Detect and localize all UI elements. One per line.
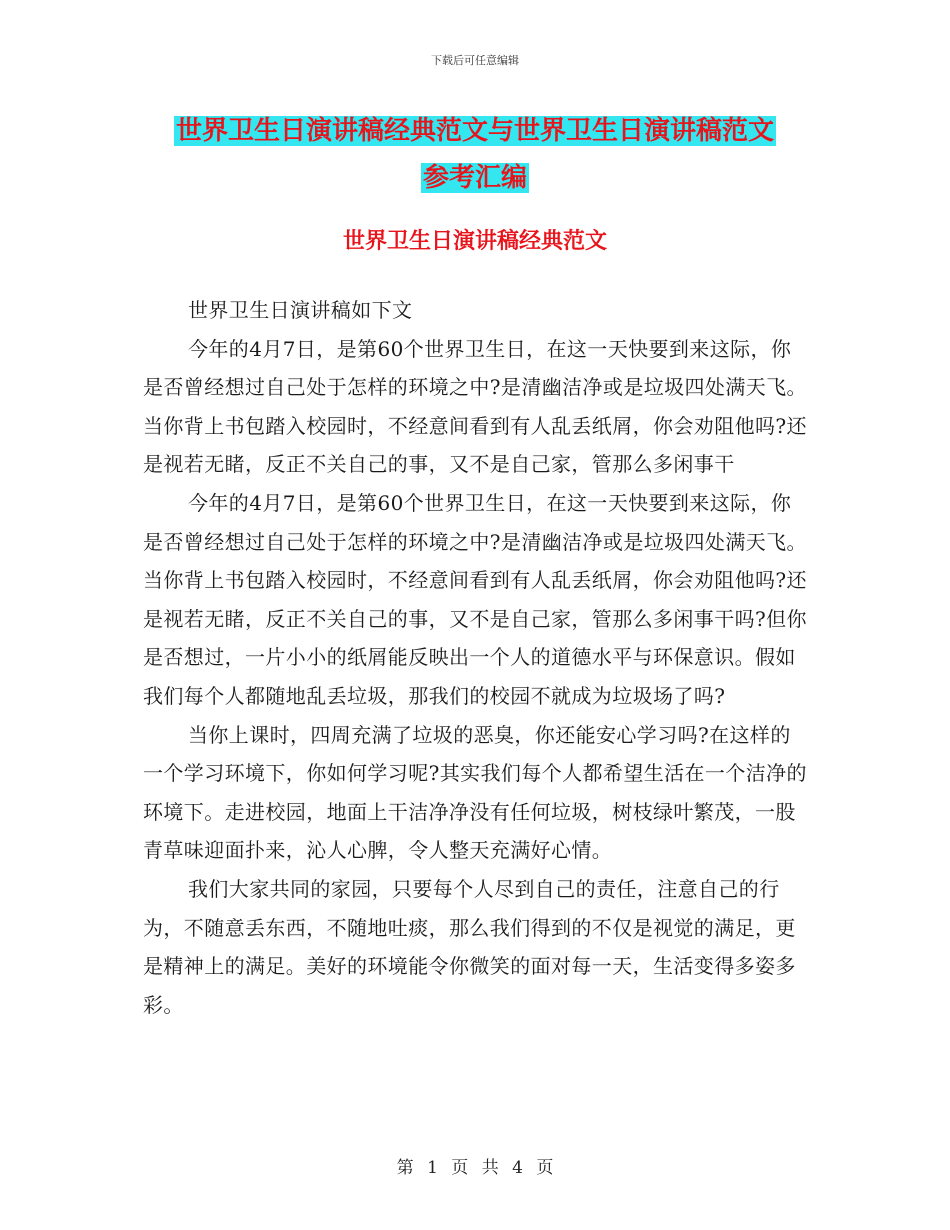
- footer-label-page: 第: [396, 1158, 414, 1178]
- page-footer: [0, 1153, 950, 1178]
- section-title: 世界卫生日演讲稿经典范文: [342, 229, 607, 254]
- title-line-1: 世界卫生日演讲稿经典范文与世界卫生日演讲稿范文: [175, 116, 774, 146]
- footer-label-total: 共: [481, 1158, 499, 1178]
- title-line-2: 参考汇编: [422, 163, 527, 193]
- document-title: [150, 108, 800, 202]
- page-header-note: 下载后可任意编辑: [431, 54, 519, 67]
- footer-label-ye-2: 页: [536, 1158, 554, 1178]
- footer-page-number: 1: [427, 1158, 438, 1178]
- paragraph: 当你上课时，四周充满了垃圾的恶臭，你还能安心学习吗?在这样的一个学习环境下，你如何学习呢?其实我们每个人都希望生活在一个洁净的环境下。走进校园，地面上干洁净净没有任何垃圾，树枝绿叶繁茂，一股青草味迎面扑来，沁人心脾，令人整天充满好心情。: [143, 722, 807, 863]
- paragraph: 今年的4月7日，是第60个世界卫生日，在这一天快要到来这际，你是否曾经想过自己处于怎样的环境之中?是清幽洁净或是垃圾四处满天飞。当你背上书包踏入校园时，不经意间看到有人乱丢纸屑，你会劝阻他吗?还是视若无睹，反正不关自己的事，又不是自己家，管那么多闲事干: [143, 336, 807, 477]
- body-text: [143, 291, 808, 1024]
- paragraph: 今年的4月7日，是第60个世界卫生日，在这一天快要到来这际，你是否曾经想过自己处于怎样的环境之中?是清幽洁净或是垃圾四处满天飞。当你背上书包踏入校园时，不经意间看到有人乱丢纸屑，你会劝阻他吗?还是视若无睹，反正不关自己的事，又不是自己家，管那么多闲事干吗?但你是否想过，一片小小的纸屑能反映出一个人的道德水平与环保意识。假如我们每个人都随地乱丢垃圾，那我们的校园不就成为垃圾场了吗?: [143, 490, 807, 708]
- footer-total-pages: 4: [512, 1158, 523, 1178]
- paragraph: 我们大家共同的家园，只要每个人尽到自己的责任，注意自己的行为，不随意丢东西，不随地吐痰，那么我们得到的不仅是视觉的满足，更是精神上的满足。美好的环境能令你微笑的面对每一天，生活变得多姿多彩。: [143, 876, 796, 1017]
- paragraph: 世界卫生日演讲稿如下文: [188, 298, 413, 322]
- footer-label-ye: 页: [451, 1158, 469, 1178]
